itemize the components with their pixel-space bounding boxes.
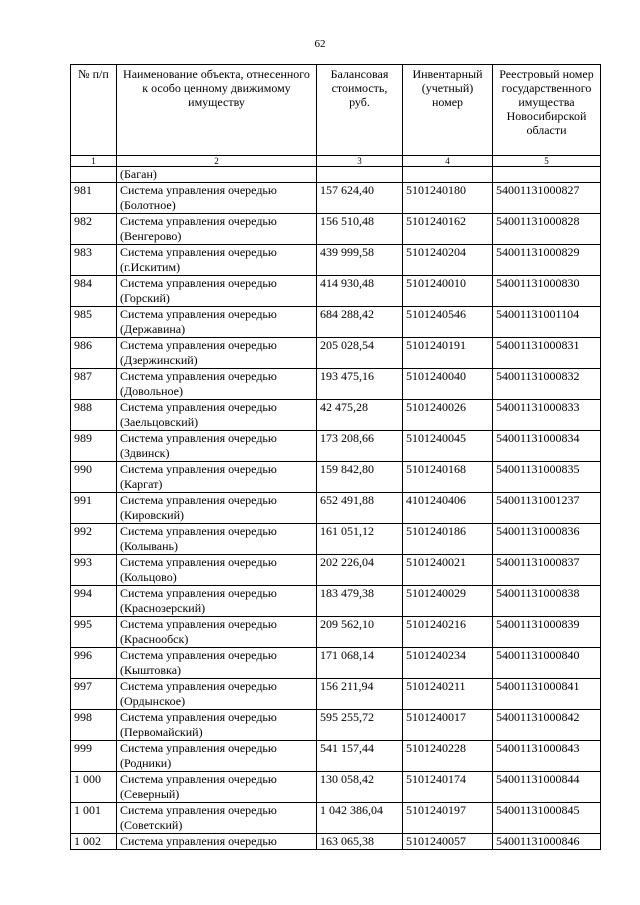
object-name: [117, 555, 317, 586]
object-name-line1: Система управления очередью: [120, 369, 277, 383]
object-name-line1: Система управления очередью: [120, 710, 277, 724]
object-name-location: (Северный): [120, 787, 180, 801]
object-name: Система управления очередью: [117, 834, 317, 850]
table-row: [71, 245, 601, 276]
object-name: [117, 400, 317, 431]
inventory-number: 5101240017: [403, 710, 493, 741]
inventory-number: 5101240186: [403, 524, 493, 555]
object-name: [117, 214, 317, 245]
book-value: 42 475,28: [317, 400, 403, 431]
inventory-number: 5101240045: [403, 431, 493, 462]
row-number: 982: [71, 214, 117, 245]
object-name: [117, 648, 317, 679]
object-name-location: (Кировский): [120, 508, 185, 522]
table-row: [71, 741, 601, 772]
table-row: [71, 679, 601, 710]
registry-number: 54001131000829: [493, 245, 601, 276]
object-name: [117, 245, 317, 276]
row-number: [71, 167, 117, 183]
object-name-line1: Система управления очередью: [120, 214, 277, 228]
row-number: 1 002: [71, 834, 117, 850]
row-number: 991: [71, 493, 117, 524]
object-name-location: (Венгерово): [120, 229, 182, 243]
row-number: 981: [71, 183, 117, 214]
object-name-line1: Система управления очередью: [120, 245, 277, 259]
object-name-location: (Советский): [120, 818, 183, 832]
object-name-line1: Система управления очередью: [120, 679, 277, 693]
table-row: [71, 493, 601, 524]
table-row: [71, 462, 601, 493]
object-name-line1: Система управления очередью: [120, 276, 277, 290]
registry-number: 54001131000842: [493, 710, 601, 741]
inventory-number: 4101240406: [403, 493, 493, 524]
registry-number: 54001131001237: [493, 493, 601, 524]
object-name: [117, 803, 317, 834]
object-name-location: (Державина): [120, 322, 186, 336]
table-row: [71, 183, 601, 214]
object-name: [117, 462, 317, 493]
registry-number: 54001131000835: [493, 462, 601, 493]
registry-number: 54001131000838: [493, 586, 601, 617]
table-row: [71, 524, 601, 555]
inventory-number: 5101240180: [403, 183, 493, 214]
book-value: 163 065,38: [317, 834, 403, 850]
book-value: 652 491,88: [317, 493, 403, 524]
table-row: [71, 648, 601, 679]
object-name: [117, 524, 317, 555]
book-value: 202 226,04: [317, 555, 403, 586]
object-name-line1: Система управления очередью: [120, 400, 277, 414]
table-row: [71, 307, 601, 338]
column-number: 1: [71, 156, 117, 167]
object-name: [117, 741, 317, 772]
registry-number: 54001131000845: [493, 803, 601, 834]
row-number: 997: [71, 679, 117, 710]
object-name-location: (Довольное): [120, 384, 183, 398]
object-name-location: (Первомайский): [120, 725, 203, 739]
row-number: 987: [71, 369, 117, 400]
object-name: [117, 586, 317, 617]
registry-number: 54001131000841: [493, 679, 601, 710]
object-name-location: (Кольцово): [120, 570, 177, 584]
book-value: 595 255,72: [317, 710, 403, 741]
object-name: [117, 710, 317, 741]
registry-number: 54001131000828: [493, 214, 601, 245]
book-value: 414 930,48: [317, 276, 403, 307]
inventory-number: 5101240026: [403, 400, 493, 431]
object-name: [117, 617, 317, 648]
object-name-line1: Система управления очередью: [120, 648, 277, 662]
table-row: [71, 400, 601, 431]
registry-number: 54001131000843: [493, 741, 601, 772]
registry-number: 54001131000831: [493, 338, 601, 369]
inventory-number: 5101240029: [403, 586, 493, 617]
column-number: 3: [317, 156, 403, 167]
registry-number: 54001131000827: [493, 183, 601, 214]
object-name-line1: Система управления очередью: [120, 431, 277, 445]
object-name: [117, 183, 317, 214]
table-body: [71, 167, 601, 850]
book-value: 1 042 386,04: [317, 803, 403, 834]
inventory-number: 5101240057: [403, 834, 493, 850]
book-value: 159 842,80: [317, 462, 403, 493]
row-number: 983: [71, 245, 117, 276]
object-name-line1: Система управления очередью: [120, 586, 277, 600]
row-number: 996: [71, 648, 117, 679]
inventory-number: 5101240204: [403, 245, 493, 276]
header-book-value: Балансовая стоимость, руб.: [317, 65, 403, 156]
row-number: 988: [71, 400, 117, 431]
registry-number: 54001131000834: [493, 431, 601, 462]
book-value: 161 051,12: [317, 524, 403, 555]
object-name-location: (Родники): [120, 756, 172, 770]
registry-number: 54001131000840: [493, 648, 601, 679]
table-row: [71, 710, 601, 741]
book-value: 156 510,48: [317, 214, 403, 245]
object-name: [117, 493, 317, 524]
book-value: 183 479,38: [317, 586, 403, 617]
book-value: 130 058,42: [317, 772, 403, 803]
object-name-location: (Колывань): [120, 539, 179, 553]
object-name: [117, 369, 317, 400]
object-name: [117, 307, 317, 338]
table-row: [71, 338, 601, 369]
object-name-line1: Система управления очередью: [120, 555, 277, 569]
object-name-line1: Система управления очередью: [120, 617, 277, 631]
registry-number: 54001131000836: [493, 524, 601, 555]
table-row: [71, 834, 601, 850]
book-value: 156 211,94: [317, 679, 403, 710]
object-name-location: (Каргат): [120, 477, 163, 491]
registry-number: 54001131000830: [493, 276, 601, 307]
object-name-line1: Система управления очередью: [120, 338, 277, 352]
book-value: 157 624,40: [317, 183, 403, 214]
object-name: (Баган): [117, 167, 317, 183]
object-name-location: (Болотное): [120, 198, 176, 212]
object-name: [117, 679, 317, 710]
object-name-line1: Система управления очередью: [120, 772, 277, 786]
object-name-line1: Система управления очередью: [120, 462, 277, 476]
header-object-name: Наименование объекта, отнесенного к особо ценному движимому имуществу: [117, 65, 317, 156]
registry-number: 54001131000832: [493, 369, 601, 400]
object-name-location: (Краснозерский): [120, 601, 206, 615]
column-number-row: [71, 156, 601, 167]
object-name-line1: Система управления очередью: [120, 803, 277, 817]
row-number: 995: [71, 617, 117, 648]
inventory-number: [403, 167, 493, 183]
book-value: 439 999,58: [317, 245, 403, 276]
row-number: 998: [71, 710, 117, 741]
inventory-number: 5101240546: [403, 307, 493, 338]
inventory-number: 5101240174: [403, 772, 493, 803]
property-registry-table: [70, 64, 601, 850]
table-row: [71, 369, 601, 400]
inventory-number: 5101240191: [403, 338, 493, 369]
inventory-number: 5101240228: [403, 741, 493, 772]
book-value: 171 068,14: [317, 648, 403, 679]
table-row: [71, 214, 601, 245]
table-row: [71, 431, 601, 462]
inventory-number: 5101240211: [403, 679, 493, 710]
object-name-location: (Горский): [120, 291, 170, 305]
registry-number: 54001131000846: [493, 834, 601, 850]
registry-number: [493, 167, 601, 183]
table-row: [71, 617, 601, 648]
inventory-number: 5101240021: [403, 555, 493, 586]
registry-number: 54001131000837: [493, 555, 601, 586]
inventory-number: 5101240010: [403, 276, 493, 307]
object-name-location: (Дзержинский): [120, 353, 198, 367]
row-number: 994: [71, 586, 117, 617]
registry-number: 54001131000839: [493, 617, 601, 648]
row-number: 986: [71, 338, 117, 369]
book-value: 173 208,66: [317, 431, 403, 462]
page-number: 62: [314, 38, 326, 50]
object-name-location: (Здвинск): [120, 446, 170, 460]
row-number: 1 001: [71, 803, 117, 834]
object-name-line1: Система управления очередью: [120, 493, 277, 507]
object-name: [117, 772, 317, 803]
inventory-number: 5101240040: [403, 369, 493, 400]
row-number: 990: [71, 462, 117, 493]
registry-number: 54001131000833: [493, 400, 601, 431]
inventory-number: 5101240162: [403, 214, 493, 245]
object-name-line1: Система управления очередью: [120, 524, 277, 538]
registry-number: 54001131001104: [493, 307, 601, 338]
row-number: 992: [71, 524, 117, 555]
header-inventory-number: Инвентарный (учетный) номер: [403, 65, 493, 156]
object-name-location: (Заельцовский): [120, 415, 199, 429]
inventory-number: 5101240216: [403, 617, 493, 648]
header-number: № п/п: [71, 65, 117, 156]
inventory-number: 5101240168: [403, 462, 493, 493]
row-number: 993: [71, 555, 117, 586]
row-number: 985: [71, 307, 117, 338]
column-number: 5: [493, 156, 601, 167]
table-row: [71, 276, 601, 307]
object-name-line1: Система управления очередью: [120, 741, 277, 755]
row-number: 999: [71, 741, 117, 772]
table-row-continuation: [71, 167, 601, 183]
table-row: [71, 772, 601, 803]
row-number: 1 000: [71, 772, 117, 803]
object-name-location: (Ордынское): [120, 694, 186, 708]
object-name: [117, 431, 317, 462]
row-number: 984: [71, 276, 117, 307]
registry-number: 54001131000844: [493, 772, 601, 803]
header-registry-number: Реестровый номер государственного имущества Новосибирской области: [493, 65, 601, 156]
object-name: [117, 276, 317, 307]
table-header-row: [71, 65, 601, 156]
inventory-number: 5101240197: [403, 803, 493, 834]
object-name-location: (Кыштовка): [120, 663, 182, 677]
column-number: 4: [403, 156, 493, 167]
column-number: 2: [117, 156, 317, 167]
table-row: [71, 803, 601, 834]
object-name-line1: Система управления очередью: [120, 307, 277, 321]
book-value: 209 562,10: [317, 617, 403, 648]
book-value: [317, 167, 403, 183]
object-name-location: (г.Искитим): [120, 260, 181, 274]
table-row: [71, 586, 601, 617]
book-value: 541 157,44: [317, 741, 403, 772]
book-value: 684 288,42: [317, 307, 403, 338]
object-name: [117, 338, 317, 369]
object-name-location: (Краснообск): [120, 632, 189, 646]
book-value: 205 028,54: [317, 338, 403, 369]
row-number: 989: [71, 431, 117, 462]
book-value: 193 475,16: [317, 369, 403, 400]
object-name-line1: Система управления очередью: [120, 183, 277, 197]
inventory-number: 5101240234: [403, 648, 493, 679]
table-row: [71, 555, 601, 586]
